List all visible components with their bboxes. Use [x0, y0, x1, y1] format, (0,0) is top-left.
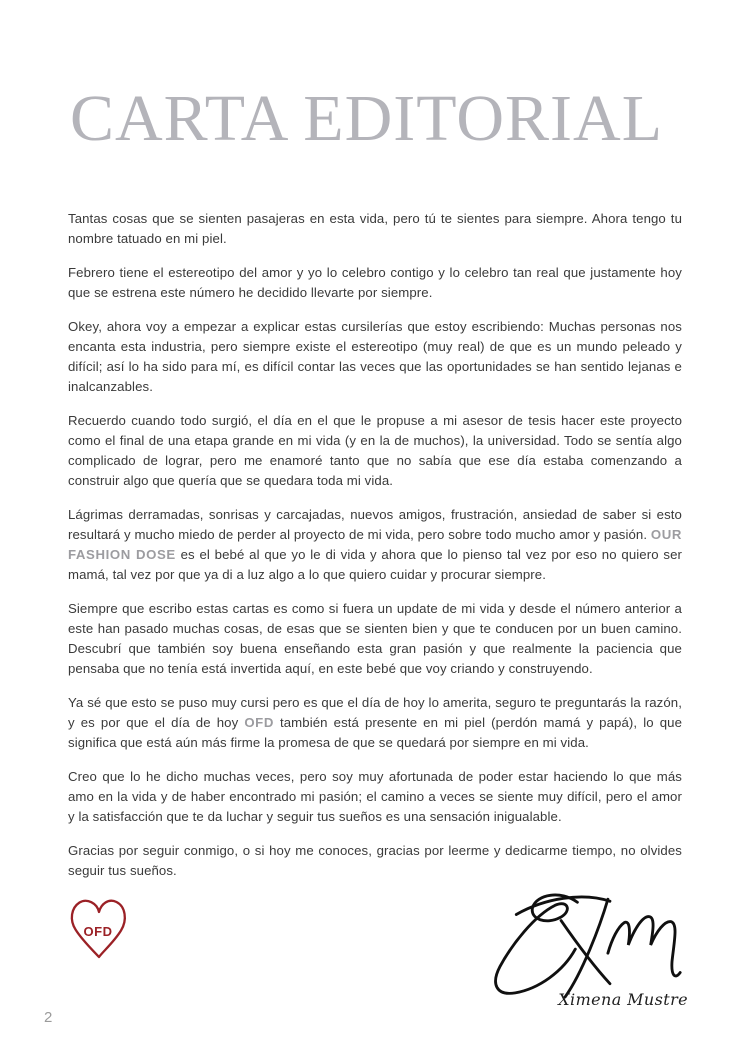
heart-icon [68, 895, 130, 963]
paragraph-text: Creo que lo he dicho muchas veces, pero soy muy afortunada de poder estar haciendo lo que más amo en la vida y de haber encontrado mi pasión; el camino a veces se siente muy difícil, pero el amor y la satisfacción que te da luchar y seguir tus sueños es una sensación inigualable. [68, 769, 682, 824]
page-title: CARTA EDITORIAL [70, 82, 664, 155]
paragraph [68, 767, 682, 827]
paragraph-text: Recuerdo cuando todo surgió, el día en el que le propuse a mi asesor de tesis hacer este proyecto como el final de una etapa grande en mi vida (y en la de muchos), la universidad. Todo se sentía algo complicado de lograr, pero me enamoré tanto que no sabía que ese día estaba comenzando a construir algo que quería que se quedara toda mi vida. [68, 413, 682, 488]
paragraph [68, 317, 682, 397]
paragraph [68, 693, 682, 753]
letter-body [68, 209, 682, 963]
page-number: 2 [44, 1009, 53, 1026]
paragraph [68, 263, 682, 303]
brand-mention: OUR FASHION DOSE [68, 527, 682, 562]
paragraph-text: Okey, ahora voy a empezar a explicar estas cursilerías que estoy escribiendo: Muchas personas nos encanta esta industria, pero siempre existe el estereotipo (muy real) de que es un mundo peleado y difícil; así lo ha sido para mí, es difícil contar las veces que las oportunidades se han sentido lejanas e inalcanzables. [68, 319, 682, 394]
paragraph [68, 411, 682, 491]
paragraph-text: es el bebé al que yo le di vida y ahora que lo pienso tal vez por eso no quiero ser mamá, tal vez por que ya di a luz algo a lo que quiero cuidar y procurar siempre. [68, 547, 683, 582]
paragraph [68, 505, 682, 585]
paragraph [68, 209, 682, 249]
stamp-label: OFD [83, 924, 113, 939]
paragraph-text: Siempre que escribo estas cartas es como si fuera un update de mi vida y desde el número anterior a este han pasado muchas cosas, de esas que se sienten bien y que te conducen por un buen camino. Descubrí que también soy buena enseñando esta gran pasión y que realmente la paciencia que pensaba que no tenía está invertida aquí, en este bebé que voy criando y construyendo. [68, 601, 682, 676]
paragraph-text: Ya sé que esto se puso muy cursi pero es que el día de hoy lo amerita, seguro te preguntarás la razón, y es por que el día de hoy [68, 695, 682, 730]
brand-mention: OFD [244, 715, 274, 730]
paragraph-text: también está presente en mi piel (perdón mamá y papá), lo que significa que está aún más firme la promesa de que se quedará por siempre en mi vida. [68, 715, 683, 750]
paragraph [68, 841, 682, 881]
signature-block [485, 886, 690, 1009]
signature-name: Ximena Mustre [558, 990, 688, 1009]
paragraph-text: Gracias por seguir conmigo, o si hoy me conoces, gracias por leerme y dedicarme tiempo, no olvides seguir tus sueños. [68, 843, 682, 878]
paragraph [68, 599, 682, 679]
signature-scribble-icon [485, 886, 685, 1000]
paragraph-text: Febrero tiene el estereotipo del amor y yo lo celebro contigo y lo celebro tan real que justamente hoy que se estrena este número he decidido llevarte por siempre. [68, 265, 682, 300]
paragraph-text: Tantas cosas que se sienten pasajeras en esta vida, pero tú te sientes para siempre. Ahora tengo tu nombre tatuado en mi piel. [68, 211, 682, 246]
paragraph-text: Lágrimas derramadas, sonrisas y carcajadas, nuevos amigos, frustración, ansiedad de saber si esto resultará y mucho miedo de perder al proyecto de mi vida, pero sobre todo mucho amor y pasión. [68, 507, 682, 542]
